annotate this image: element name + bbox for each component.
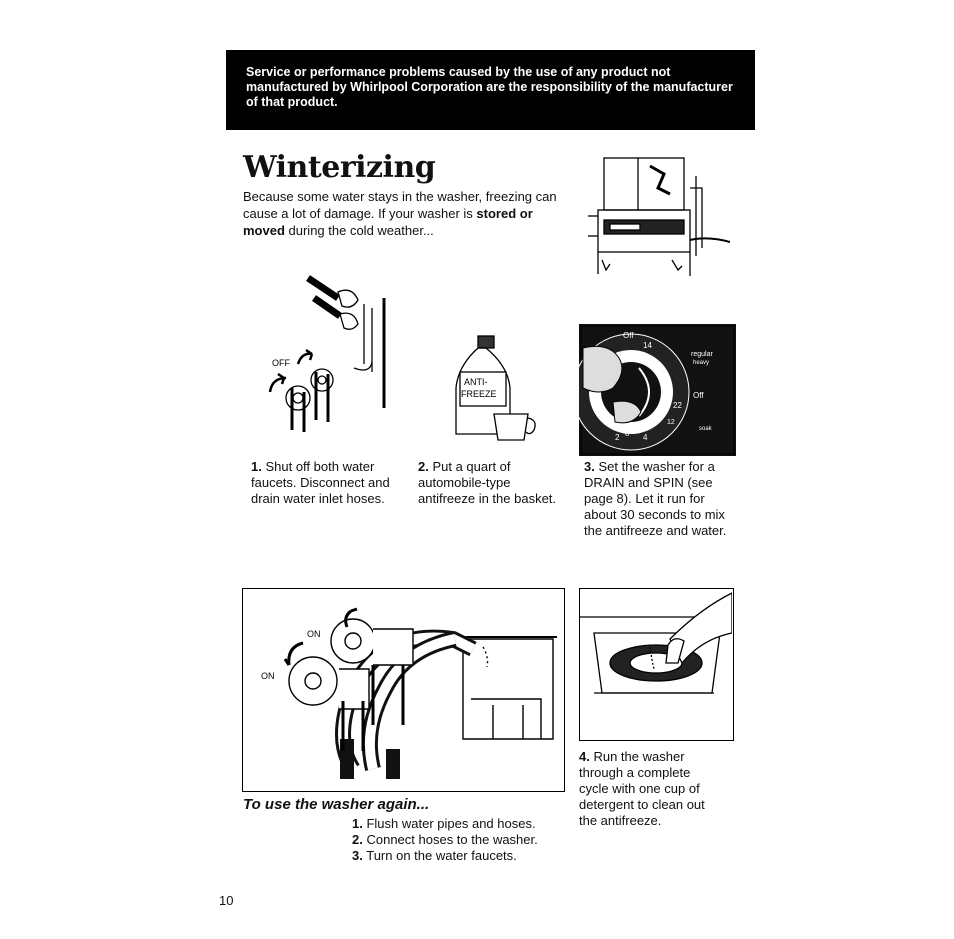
- dial-2-label: 2: [615, 433, 620, 442]
- dial-regular-label: regular: [691, 351, 713, 358]
- reconnect-hoses-figure: [242, 588, 565, 792]
- step-2: [418, 459, 563, 507]
- use-again-item-1-number: 1.: [352, 816, 363, 831]
- step-2-number: 2.: [418, 459, 429, 474]
- use-again-item-1-text: Flush water pipes and hoses.: [366, 816, 536, 831]
- on-label-lower: ON: [261, 671, 275, 681]
- dial-22-label: 22: [673, 401, 682, 410]
- step-1-number: 1.: [251, 459, 262, 474]
- off-label: OFF: [272, 358, 290, 368]
- use-again-item-2-text: Connect hoses to the washer.: [366, 832, 538, 847]
- step-1: [251, 459, 401, 507]
- step-4: [579, 749, 719, 829]
- freeze-label: FREEZE: [461, 389, 497, 399]
- dial-4-label: 4: [643, 433, 648, 442]
- detergent-figure: [579, 588, 734, 741]
- step-1-text: Shut off both water faucets. Disconnect and drain water inlet hoses.: [251, 459, 390, 506]
- use-again-heading: To use the washer again...: [243, 796, 430, 813]
- dial-heavy-label: heavy: [693, 360, 710, 366]
- page-title: Winterizing: [243, 150, 436, 185]
- intro-bold: stored or moved: [243, 206, 533, 238]
- use-again-item-3-text: Turn on the water faucets.: [366, 848, 517, 863]
- step-2-text: Put a quart of automobile-type antifreeze in the basket.: [418, 459, 557, 506]
- warning-banner: [226, 50, 755, 130]
- step-4-number: 4.: [579, 749, 590, 764]
- faucets-off-illustration: [268, 268, 390, 440]
- intro-text-2: during the cold weather...: [284, 223, 434, 238]
- anti-label: ANTI-: [464, 377, 488, 387]
- timer-dial-illustration: [579, 324, 736, 456]
- antifreeze-illustration: [448, 334, 540, 442]
- washer-stored-illustration: [588, 156, 730, 280]
- intro-text-1: Because some water stays in the washer, freezing can cause a lot of damage. If your washer is: [243, 189, 557, 221]
- dial-off-top-label: Off: [623, 331, 634, 340]
- dial-8-label: 8: [625, 429, 630, 438]
- use-again-item-2: [352, 832, 538, 848]
- step-3-text: Set the washer for a DRAIN and SPIN (see page 8). Let it run for about 30 seconds to mix the antifreeze and water.: [584, 459, 727, 538]
- step-4-text: Run the washer through a complete cycle with one cup of detergent to clean out the antifreeze.: [579, 749, 705, 828]
- warning-text: Service or performance problems caused by the use of any product not manufactured by Whirlpool Corporation are the responsibility of the manufacturer of that product.: [246, 65, 733, 109]
- intro-paragraph: [243, 188, 578, 239]
- page-number: 10: [219, 893, 234, 908]
- dial-12-label: 12: [667, 419, 675, 426]
- use-again-item-3: [352, 848, 538, 864]
- faucets-on-illustration: [243, 589, 563, 790]
- dial-14-label: 14: [643, 341, 652, 350]
- dial-soak-label: soak: [699, 426, 712, 432]
- on-label-upper: ON: [307, 629, 321, 639]
- dial-off-right-label: Off: [693, 391, 704, 400]
- use-again-list: [352, 816, 538, 864]
- step-3: [584, 459, 734, 539]
- use-again-item-3-number: 3.: [352, 848, 363, 863]
- use-again-item-1: [352, 816, 538, 832]
- use-again-item-2-number: 2.: [352, 832, 363, 847]
- pour-detergent-illustration: [580, 589, 732, 739]
- step-3-number: 3.: [584, 459, 595, 474]
